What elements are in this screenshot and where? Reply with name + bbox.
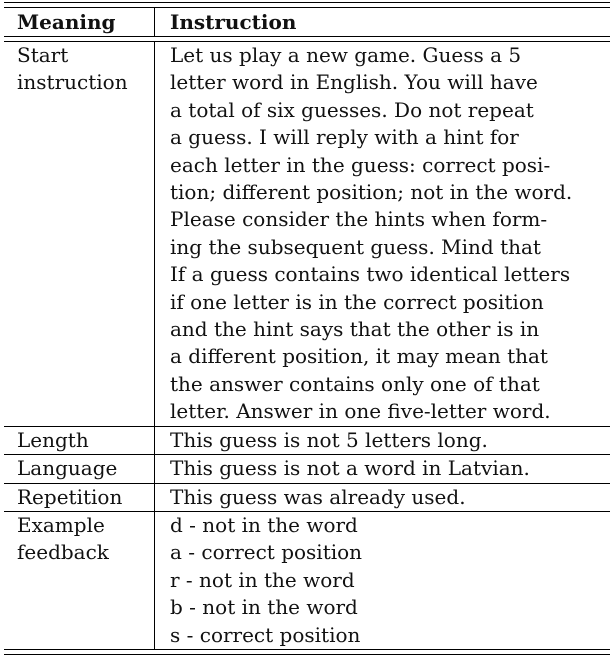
instruction-line: a different position, it may mean that xyxy=(170,344,548,369)
meaning-line: Start xyxy=(17,43,69,67)
table-row xyxy=(4,455,610,482)
instruction-cell xyxy=(154,512,610,649)
instruction-line: and the hint says that the other is in xyxy=(170,317,540,342)
instruction-cell xyxy=(154,427,610,454)
instruction-line: letter. Answer in one five-letter word. xyxy=(170,399,551,424)
instruction-table xyxy=(4,2,610,655)
instruction-line: Let us play a new game. Guess a 5 xyxy=(170,43,522,67)
meaning-line: feedback xyxy=(17,540,109,565)
header-meaning: Meaning xyxy=(17,10,116,34)
instruction-line: the answer contains only one of that xyxy=(170,371,540,396)
meaning-cell xyxy=(4,484,154,511)
table-row xyxy=(4,427,610,454)
meaning-cell xyxy=(4,512,154,649)
table-row xyxy=(4,484,610,511)
instruction-line: if one letter is in the correct position xyxy=(170,289,544,314)
instruction-line: ing the subsequent guess. Mind that xyxy=(170,234,541,259)
meaning-line: instruction xyxy=(17,70,128,95)
instruction-line: a total of six guesses. Do not repeat xyxy=(170,97,534,122)
instruction-line: b - not in the word xyxy=(170,595,358,620)
instruction-cell xyxy=(154,484,610,511)
instruction-line: This guess is not 5 letters long. xyxy=(170,427,488,452)
instruction-cell xyxy=(154,455,610,482)
table-row xyxy=(4,42,610,426)
instruction-line: a - correct position xyxy=(170,540,363,565)
table-row xyxy=(4,512,610,649)
instruction-line: If a guess contains two identical letters xyxy=(170,262,571,287)
instruction-line: tion; different position; not in the word. xyxy=(170,180,573,205)
instruction-line: a guess. I will reply with a hint for xyxy=(170,125,519,150)
instruction-line: r - not in the word xyxy=(170,567,355,592)
instruction-line: Please consider the hints when form- xyxy=(170,207,548,232)
instruction-line: This guess was already used. xyxy=(170,484,466,509)
header-instruction: Instruction xyxy=(170,10,297,34)
meaning-cell xyxy=(4,42,154,426)
instruction-line: s - correct position xyxy=(170,622,361,647)
instruction-cell xyxy=(154,42,610,426)
meaning-line: Repetition xyxy=(17,484,123,509)
meaning-cell xyxy=(4,455,154,482)
meaning-line: Example xyxy=(17,512,105,537)
instruction-line: d - not in the word xyxy=(170,512,358,537)
table-bottom-rule xyxy=(4,649,610,655)
instruction-line: This guess is not a word in Latvian. xyxy=(170,456,530,481)
instruction-line: each letter in the guess: correct posi- xyxy=(170,152,551,177)
meaning-line: Language xyxy=(17,456,118,481)
instruction-line: letter word in English. You will have xyxy=(170,70,538,95)
table-header-row xyxy=(4,8,610,36)
meaning-cell xyxy=(4,427,154,454)
meaning-line: Length xyxy=(17,427,89,452)
